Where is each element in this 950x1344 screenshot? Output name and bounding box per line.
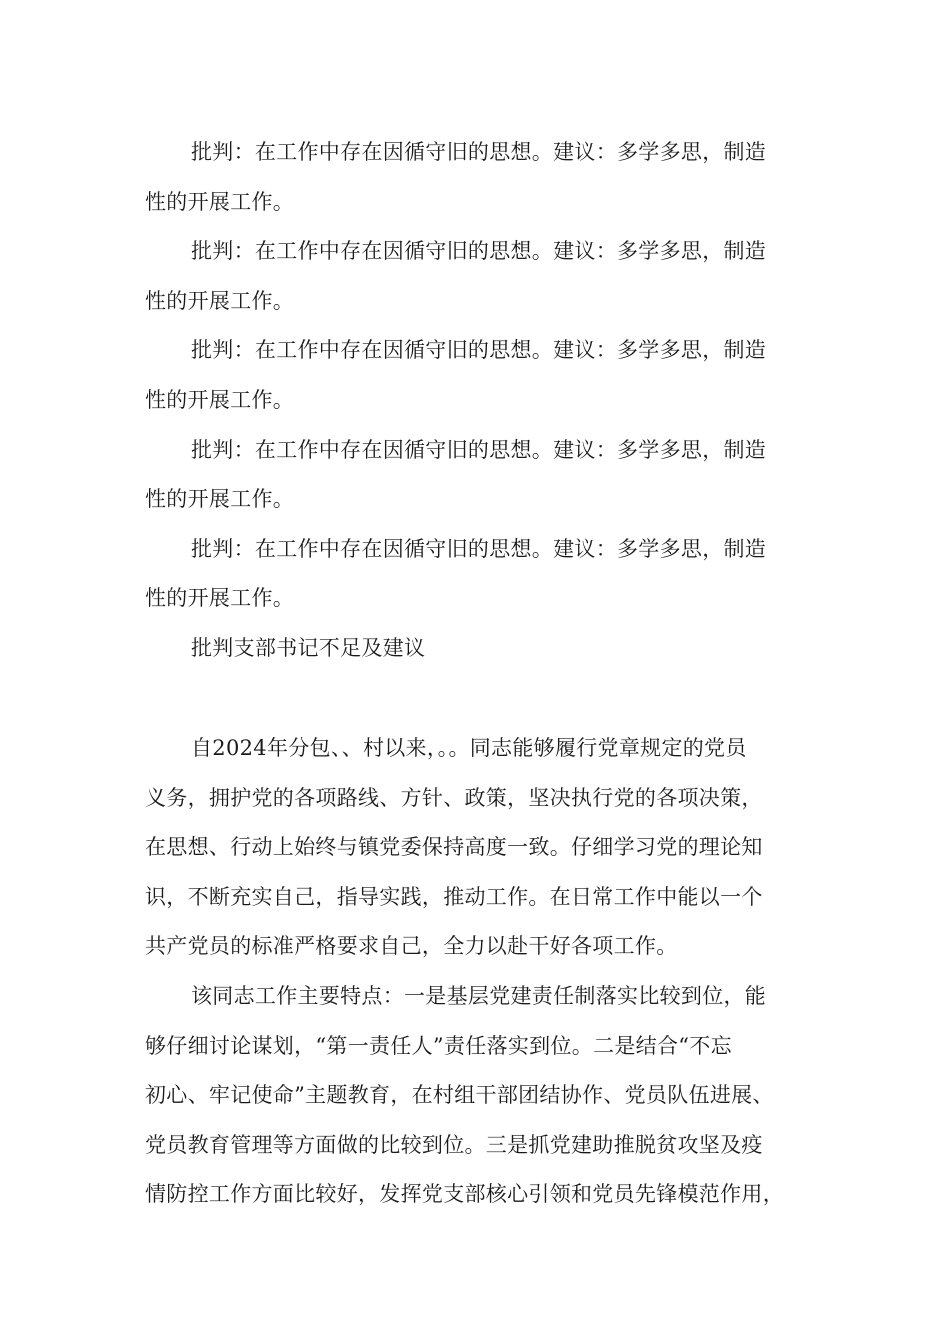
critique-paragraph (145, 326, 815, 425)
critique-paragraph (145, 227, 815, 326)
paragraph-line: 批判：在工作中存在因循守旧的思想。建议：多学多思，制造 (191, 437, 767, 462)
paragraph-line: 够仔细讨论谋划，“第一责任人”责任落实到位。二是结合“不忘 (145, 1033, 732, 1058)
paragraph-line: 共产党员的标准严格要求自己，全力以赴干好各项工作。 (145, 934, 678, 959)
paragraph-line: 性的开展工作。 (145, 288, 295, 313)
critique-paragraph (145, 426, 815, 525)
evaluation-section (145, 724, 815, 1220)
paragraph-line: 自2024年分包、、村以来，。。同志能够履行党章规定的党员 (191, 736, 747, 760)
body-paragraph (145, 724, 815, 972)
critique-paragraph (145, 525, 815, 624)
paragraph-line: 在思想、行动上始终与镇党委保持高度一致。仔细学习党的理论知 (145, 835, 763, 860)
paragraph-line: 批判：在工作中存在因循守旧的思想。建议：多学多思，制造 (191, 536, 767, 561)
repeated-critique-section (145, 128, 815, 674)
paragraph-line: 批判：在工作中存在因循守旧的思想。建议：多学多思，制造 (191, 338, 767, 363)
paragraph-line: 该同志工作主要特点：一是基层党建责任制落实比较到位，能 (191, 983, 767, 1008)
paragraph-line: 批判：在工作中存在因循守旧的思想。建议：多学多思，制造 (191, 239, 767, 264)
critique-paragraph (145, 128, 815, 227)
paragraph-line: 批判：在工作中存在因循守旧的思想。建议：多学多思，制造 (191, 140, 767, 164)
paragraph-line: 情防控工作方面比较好，发挥党支部核心引领和党员先锋模范作用， (145, 1182, 784, 1207)
paragraph-line: 党员教育管理等方面做的比较到位。三是抓党建助推脱贫攻坚及疫 (145, 1132, 763, 1157)
paragraph-line: 性的开展工作。 (145, 586, 295, 611)
paragraph-line: 性的开展工作。 (145, 189, 295, 214)
paragraph-line: 性的开展工作。 (145, 387, 295, 412)
section-heading-block (145, 624, 815, 674)
body-paragraph (145, 972, 815, 1220)
section-heading: 批判支部书记不足及建议 (191, 635, 426, 660)
paragraph-line: 性的开展工作。 (145, 487, 295, 512)
paragraph-line: 初心、牢记使命”主题教育，在村组干部团结协作、党员队伍进展、 (145, 1083, 774, 1108)
paragraph-line: 义务，拥护党的各项路线、方针、政策，坚决执行党的各项决策， (145, 785, 763, 810)
paragraph-line: 识，不断充实自己，指导实践，推动工作。在日常工作中能以一个 (145, 884, 763, 909)
